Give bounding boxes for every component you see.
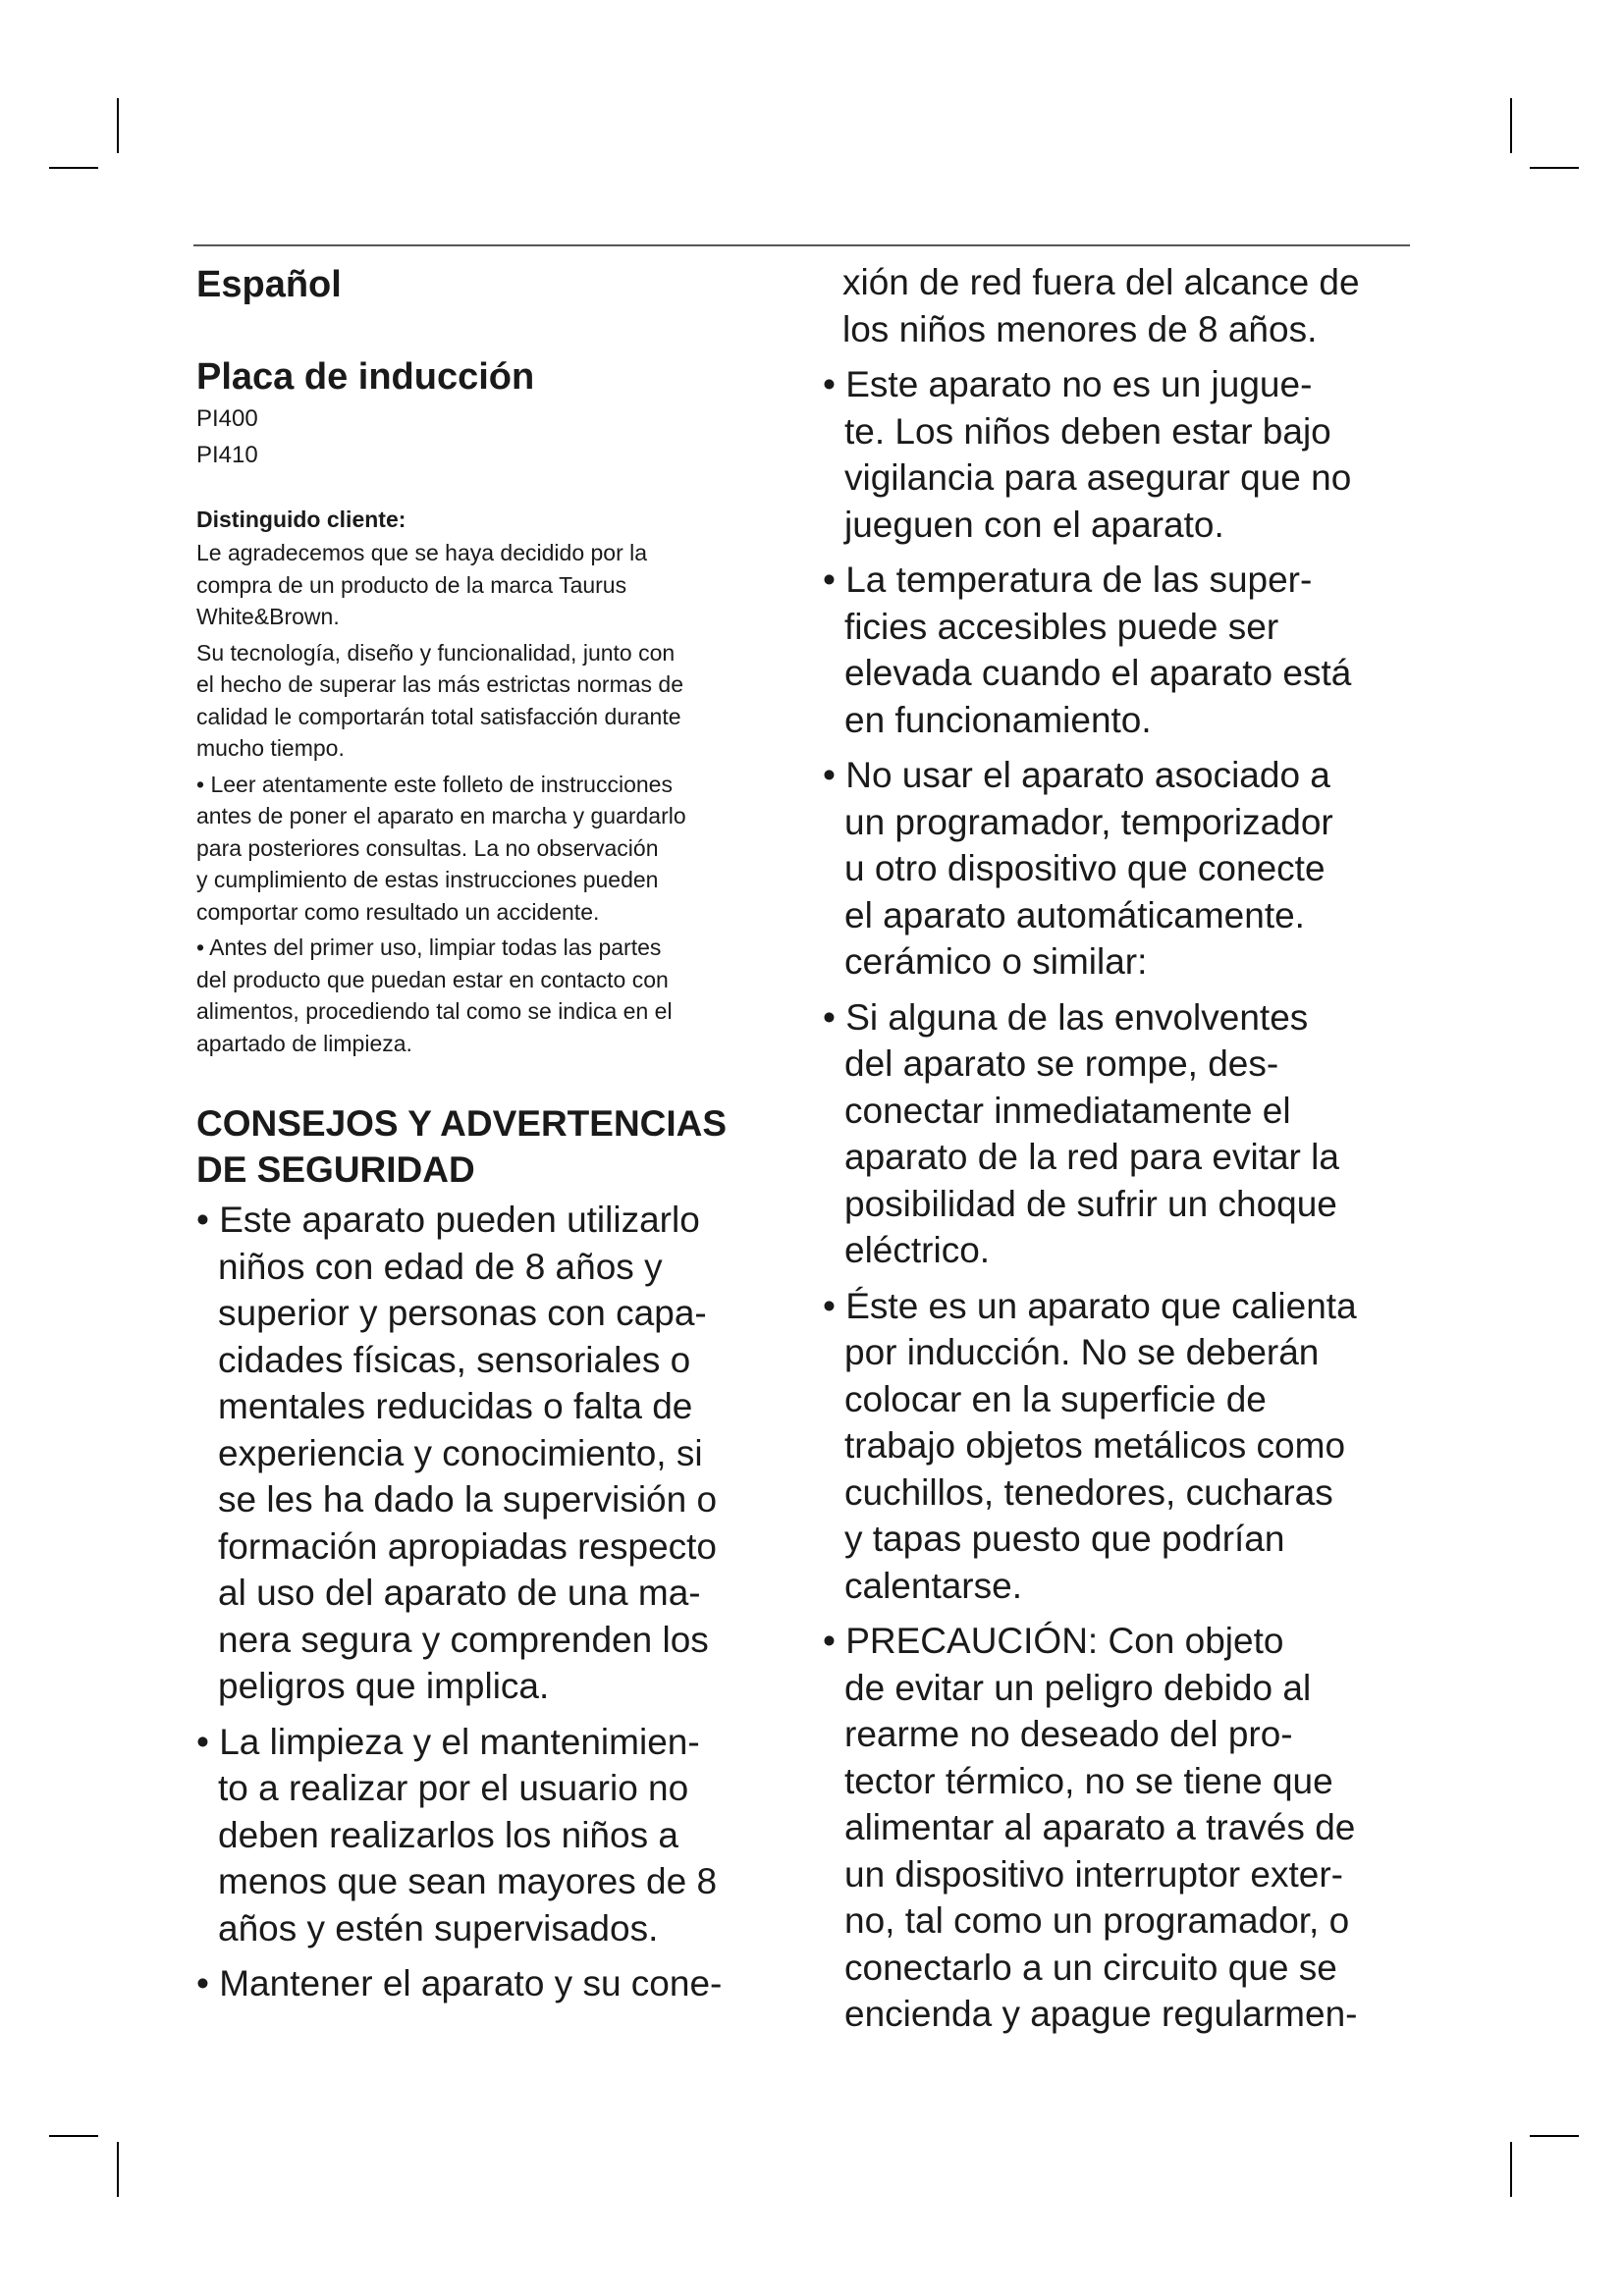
header-rule	[193, 244, 1410, 246]
product-title: Placa de inducción	[196, 356, 535, 398]
crop-mark-bottom-right-horizontal	[1530, 2135, 1579, 2137]
safety-item: • Si alguna de las envolventes del aparato se rompe, des- conectar inmediatamente el aparato de la red para evitar la posibilidad de sufrir un choque eléctrico.	[823, 996, 1339, 1270]
safety-item: • PRECAUCIÓN: Con objeto de evitar un peligro debido al rearme no deseado del pro- tector térmico, no se tiene que alimentar al aparato a través de un dispositivo interruptor exter- no, tal como un programador, o conectarlo a un circuito que se encienda y apague regularmen-	[823, 1621, 1358, 2034]
safety-item: • Este aparato pueden utilizarlo niños con edad de 8 años y superior y personas con capa- cidades físicas, sensoriales o mentales reducidas o falta de experiencia y conocimiento, si se les ha dado la supervisión o formación apropiadas respecto al uso del aparato de una ma- nera segura y comprenden los peligros que implica.	[196, 1200, 718, 1706]
safety-item: • La limpieza y el mantenimien- to a realizar por el usuario no deben realizarlos los niños a menos que sean mayores de 8 años y estén supervisados.	[196, 1721, 718, 1949]
safety-heading: CONSEJOS Y ADVERTENCIAS DE SEGURIDAD	[196, 1103, 728, 1190]
crop-mark-top-left-horizontal	[49, 167, 98, 169]
crop-mark-bottom-left-vertical	[117, 2142, 119, 2197]
model-number: PI410	[196, 442, 258, 468]
left-column	[196, 257, 785, 2016]
safety-item: • Mantener el aparato y su cone-	[196, 1963, 723, 2003]
crop-mark-top-left-vertical	[117, 98, 119, 153]
greeting: Distinguido cliente:	[196, 507, 406, 532]
safety-item: • Éste es un aparato que calienta por inducción. No se deberán colocar en la superficie de trabajo objetos metálicos como cuchillos, tenedores, cucharas y tapas puesto que podrían calentarse.	[823, 1285, 1357, 1606]
crop-mark-top-right-vertical	[1510, 98, 1512, 153]
model-number: PI400	[196, 405, 258, 432]
intro-paragraph: Su tecnología, diseño y funcionalidad, junto con el hecho de superar las más estrictas normas de calidad le comportarán total satisfacción durante mucho tiempo.	[196, 639, 684, 761]
intro-paragraph: • Leer atentamente este folleto de instrucciones antes de poner el aparato en marcha y guardarlo para posteriores consultas. La no observación y cumplimiento de estas instrucciones pueden comportar como resultado un accidente.	[196, 771, 686, 925]
safety-item: • No usar el aparato asociado a un programador, temporizador u otro dispositivo que conecte el aparato automáticamente. cerámico o similar:	[823, 755, 1333, 982]
intro-paragraph: • Antes del primer uso, limpiar todas las partes del producto que puedan estar en contacto con alimentos, procediendo tal como se indica en el apartado de limpieza.	[196, 934, 673, 1056]
safety-item-continuation: xión de red fuera del alcance de los niños menores de 8 años.	[842, 262, 1360, 349]
intro-paragraph: Le agradecemos que se haya decidido por la compra de un producto de la marca Taurus White&Brown.	[196, 540, 648, 629]
safety-item: • Este aparato no es un jugue- te. Los niños deben estar bajo vigilancia para asegurar que no jueguen con el aparato.	[823, 364, 1352, 545]
crop-mark-bottom-left-horizontal	[49, 2135, 98, 2137]
safety-item: • La temperatura de las super- ficies accesibles puede ser elevada cuando el aparato está en funcionamiento.	[823, 560, 1352, 740]
crop-mark-bottom-right-vertical	[1510, 2142, 1512, 2197]
language-heading: Español	[196, 264, 342, 305]
right-column	[823, 257, 1422, 2047]
crop-mark-top-right-horizontal	[1530, 167, 1579, 169]
